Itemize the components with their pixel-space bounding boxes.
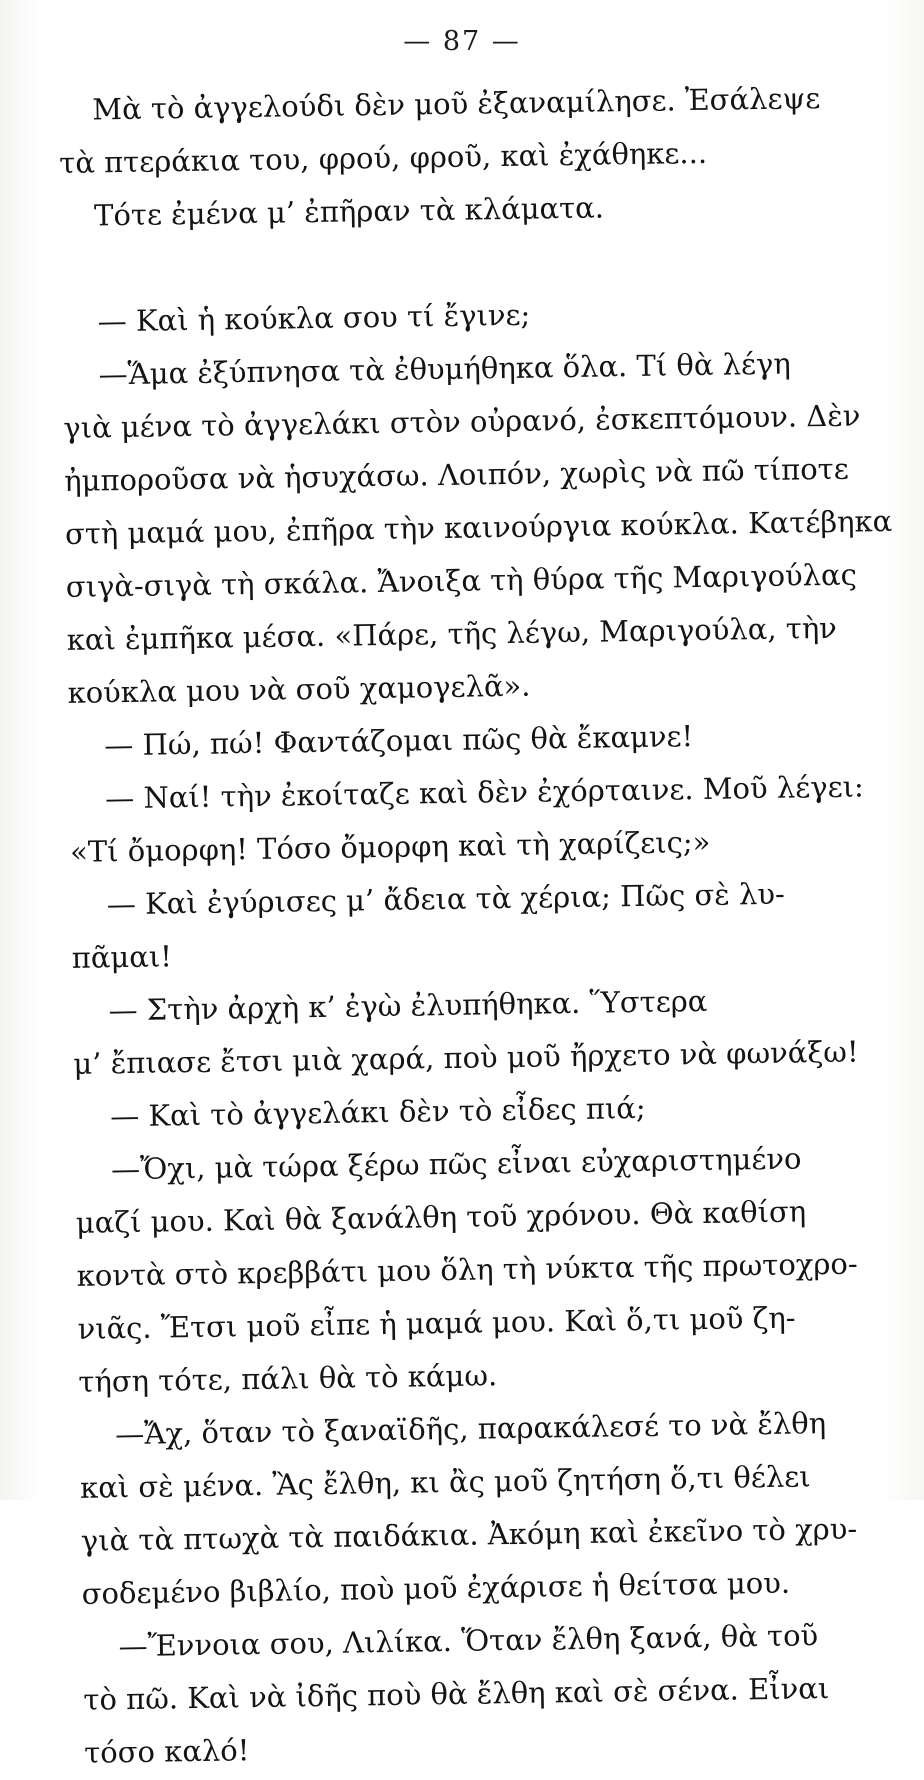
text-line: καὶ ἐμπῆκα μέσα. «Πάρε, τῆς λέγω, Μαριγούλα, τὴν bbox=[66, 610, 838, 657]
text-line: τὸ πῶ. Καὶ νὰ ἰδῆς ποὺ θὰ ἔλθη καὶ σὲ σένα. Εἶναι bbox=[83, 1671, 830, 1717]
text-line: τόσο καλό! bbox=[83, 1733, 250, 1770]
text-line: γιὰ μένα τὸ ἀγγελάκι στὸν οὐρανό, ἐσκεπτόμουν. Δὲν bbox=[63, 398, 861, 445]
page-body-text bbox=[58, 72, 893, 1780]
text-line: γιὰ τὰ πτωχὰ τὰ παιδάκια. Ἀκόμη καὶ ἐκεῖνο τὸ χρυ- bbox=[80, 1511, 858, 1558]
text-line: —Ὄχι, μὰ τώρα ξέρω πῶς εἶναι εὐχαριστημένο bbox=[110, 1141, 802, 1187]
text-line: τὰ πτεράκια του, φρού, φροῦ, καὶ ἐχάθηκε... bbox=[58, 135, 708, 180]
text-line: πᾶμαι! bbox=[71, 939, 173, 975]
text-line: σιγὰ-σιγὰ τὴ σκάλα. Ἄνοιξα τὴ θύρα τῆς Μαριγούλας bbox=[65, 557, 858, 604]
text-line: Μὰ τὸ ἀγγελούδι δὲν μοῦ ἐξαναμίλησε. Ἐσάλεψε bbox=[92, 81, 821, 127]
text-line: —Ἄχ, ὅταν τὸ ξαναϊδῆς, παρακάλεσέ το νὰ ἔλθη bbox=[114, 1406, 827, 1452]
text-line: — Καὶ τὸ ἀγγελάκι δὲν τὸ εἶδες πιά; bbox=[109, 1090, 646, 1134]
text-line: κοντὰ στὸ κρεββάτι μου ὅλη τὴ νύκτα τῆς πρωτοχρο- bbox=[76, 1246, 858, 1293]
text-line: νιᾶς. Ἔτσι μοῦ εἶπε ἡ μαμά μου. Καὶ ὅ,τι μοῦ ζη- bbox=[77, 1300, 796, 1346]
text-line: —Ἔννοια σου, Λιλίκα. Ὅταν ἔλθη ξανά, θὰ τοῦ bbox=[118, 1618, 819, 1664]
text-line: «Τί ὄμορφη! Τόσο ὄμορφη καὶ τὴ χαρίζεις;» bbox=[69, 824, 711, 869]
text-line: — Στὴν ἀρχὴ κ’ ἐγὼ ἐλυπήθηκα. Ὕστερα bbox=[108, 983, 708, 1028]
text-line: — Πώ, πώ! Φαντάζομαι πῶς θὰ ἔκαμνε! bbox=[104, 719, 694, 763]
text-line: — Ναί! τὴν ἐκοίταζε καὶ δὲν ἐχόρταινε. Μοῦ λέγει: bbox=[104, 769, 864, 816]
text-line: στὴ μαμά μου, ἐπῆρα τὴν καινούργια κούκλα. Κατέβηκα bbox=[64, 503, 893, 551]
text-line: — Καὶ ἐγύρισες μ’ ἄδεια τὰ χέρια; Πῶς σὲ λυ- bbox=[106, 876, 786, 922]
page-number: — 87 — bbox=[403, 26, 521, 57]
text-line: μ’ ἔπιασε ἔτσι μιὰ χαρά, ποὺ μοῦ ἤρχετο νὰ φωνάξω! bbox=[73, 1034, 859, 1081]
text-line: — Καὶ ἡ κούκλα σου τί ἔγινε; bbox=[97, 297, 531, 339]
text-line: τήση τότε, πάλι θὰ τὸ κάμω. bbox=[78, 1358, 498, 1399]
text-line: σοδεμένο βιβλίο, ποὺ μοῦ ἐχάρισε ἡ θείτσα μου. bbox=[81, 1565, 791, 1611]
text-line: Τότε ἐμένα μ’ ἐπῆραν τὰ κλάματα. bbox=[93, 190, 605, 233]
text-line: —Ἅμα ἐξύπνησα τὰ ἐθυμήθηκα ὅλα. Τί θὰ λέγη bbox=[98, 346, 791, 392]
text-line: καὶ σὲ μένα. Ἂς ἔλθη, κι ἂς μοῦ ζητήση ὅ,τι θέλει bbox=[79, 1459, 811, 1505]
text-line: κούκλα μου νὰ σοῦ χαμογελᾶ». bbox=[67, 668, 531, 710]
text-line: μαζί μου. Καὶ θὰ ξανάλθη τοῦ χρόνου. Θὰ καθίση bbox=[75, 1194, 807, 1240]
text-line: ἠμποροῦσα νὰ ἡσυχάσω. Λοιπόν, χωρὶς νὰ πῶ τίποτε bbox=[63, 451, 849, 498]
